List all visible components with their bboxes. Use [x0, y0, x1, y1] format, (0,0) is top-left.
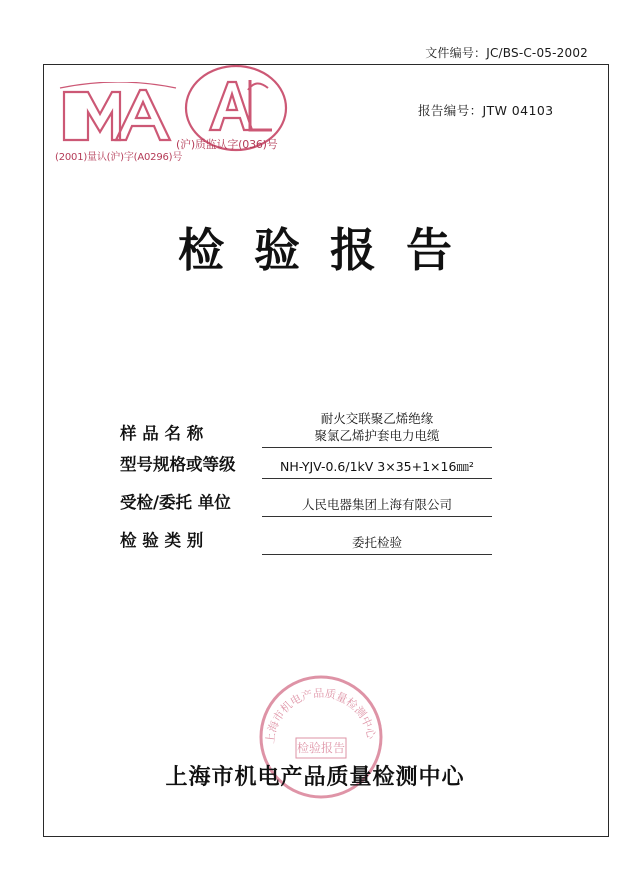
field-value: NH-YJV-0.6/1kV 3×35+1×16㎜² — [262, 458, 492, 479]
field-value: 委托检验 — [262, 534, 492, 555]
field-value-line: 聚氯乙烯护套电力电缆 — [314, 428, 440, 443]
field-value-line: 耐火交联聚乙烯绝缘 — [320, 411, 434, 426]
field-row-inspection-type — [120, 515, 500, 555]
page-title: 检验报告 — [178, 223, 482, 277]
issuing-organization: 上海市机电产品质量检测中心 — [165, 765, 465, 790]
field-row-client — [120, 477, 500, 517]
field-label: 受检/委托 单位 — [120, 493, 231, 512]
svg-text:上海市机电产品质量检测中心: 上海市机电产品质量检测中心 — [263, 686, 378, 745]
field-label: 型号规格或等级 — [120, 455, 236, 474]
field-row-model-spec — [120, 439, 500, 479]
cma-stamp-caption: (2001)量认(沪)字(A0296)号 — [55, 152, 183, 163]
cal-stamp-caption: (沪)质监认字(036)号 — [176, 138, 278, 151]
field-value: 人民电器集团上海有限公司 — [262, 496, 492, 517]
field-label: 检 验 类 别 — [120, 531, 204, 550]
svg-text:检验报告: 检验报告 — [296, 741, 346, 755]
field-label: 样 品 名 称 — [120, 424, 204, 443]
report-number: 报告编号：JTW 04103 — [418, 103, 554, 118]
file-number: 文件编号：JC/BS-C-05-2002 — [425, 46, 588, 60]
